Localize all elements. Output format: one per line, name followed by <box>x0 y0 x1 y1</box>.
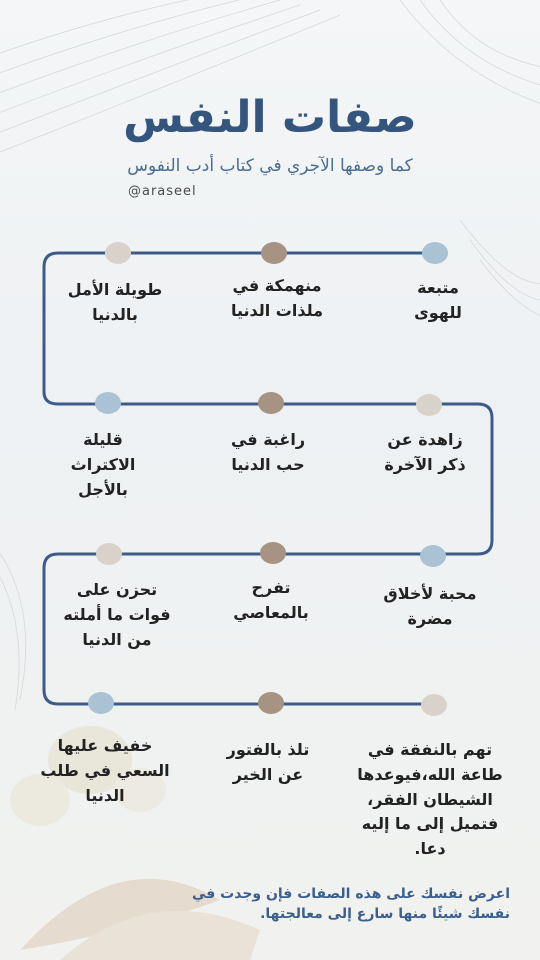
timeline-dot <box>422 242 448 264</box>
trait-item: محبة لأخلاق مضرة <box>383 584 477 628</box>
timeline-dot <box>88 692 114 714</box>
timeline-dot <box>96 543 122 565</box>
footer-note: اعرض نفسك على هذه الصفات فإن وجدت في نفسك شيئًا منها سارع إلى معالجتها. <box>191 886 510 923</box>
trait-item: متبعة للهوى <box>414 278 462 322</box>
timeline-dot <box>258 392 284 414</box>
trait-item: قليلة الاكتراث بالأجل <box>70 430 136 499</box>
timeline-dot <box>416 394 442 416</box>
trait-item: تفرح بالمعاصي <box>233 578 309 622</box>
page-subtitle: كما وصفها الآجري في كتاب أدب النفوس <box>127 156 413 176</box>
trait-item: زاهدة عن ذكر الآخرة <box>384 430 466 474</box>
timeline-dot <box>421 694 447 716</box>
timeline-dot <box>261 242 287 264</box>
trait-item: تحزن على فوات ما أملته من الدنيا <box>63 580 171 649</box>
timeline-dot <box>95 392 121 414</box>
page-title: صفات النفس <box>123 92 417 143</box>
trait-item: خفيف عليها السعي في طلب الدنيا <box>40 736 170 805</box>
timeline-dot <box>260 542 286 564</box>
trait-item: تهم بالنفقة في طاعة الله،فيوعدها الشيطان الفقر، فتميل إلى ما إليه دعا. <box>357 740 503 859</box>
trait-item: منهمكة في ملذات الدنيا <box>230 276 324 320</box>
author-handle: @araseel <box>128 184 197 199</box>
timeline-dot <box>420 545 446 567</box>
trait-item: تلذ بالفتور عن الخير <box>226 740 310 784</box>
trait-item: طويلة الأمل بالدنيا <box>67 280 163 324</box>
timeline-dot <box>105 242 131 264</box>
trait-item: راغبة في حب الدنيا <box>230 430 306 474</box>
timeline-dot <box>258 692 284 714</box>
